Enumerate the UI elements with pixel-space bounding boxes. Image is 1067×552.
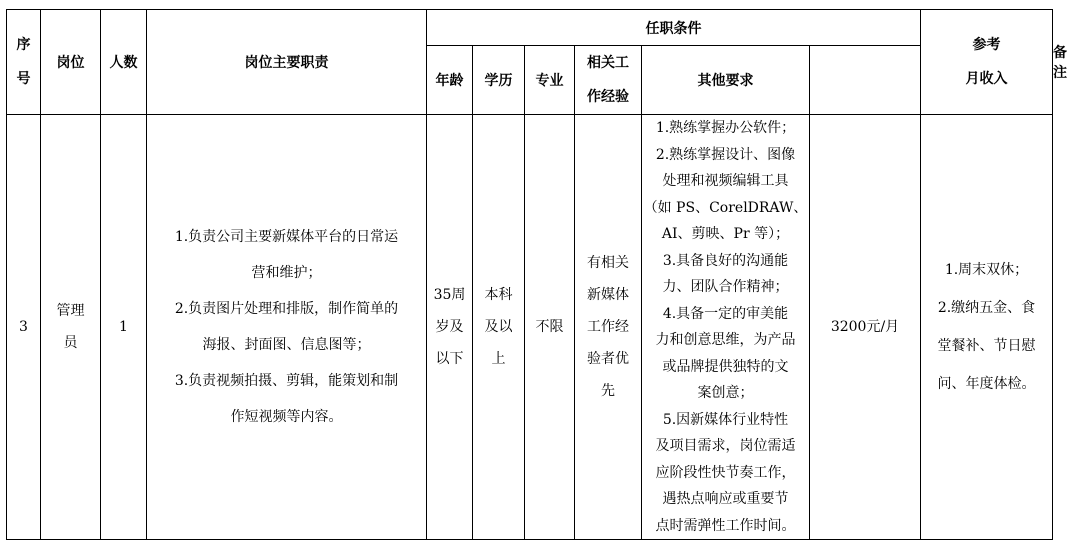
header-count: 人数 [101,10,147,115]
cell-count: 1 [101,115,147,540]
header-age: 年龄 [427,46,473,115]
cell-age: 35周 岁及 以下 [427,115,473,540]
header-duties: 岗位主要职责 [147,10,427,115]
header-income: 参考 月收入 [921,10,1053,115]
cell-other-requirements: 1.熟练掌握办公软件； 2.熟练掌握设计、图像 处理和视频编辑工具 （如 PS、CorelDRAW、 AI、剪映、Pr 等）； 3.具备良好的沟通能 力、团队合作精神； 4.具备一定的审美能 力和创意思维，为产品 或品牌提供独特的文 案创意； 5.因新媒体行业特性 及项目需求，岗位需适 应阶段性快节奏工作， 遇热点响应或重要节 点时需弹性工作时间。 [642,115,810,540]
header-requirements: 任职条件 [427,10,921,46]
header-position: 岗位 [41,10,101,115]
header-experience: 相关工 作经验 [575,46,642,115]
header-seq: 序 号 [7,10,41,115]
cell-education: 本科 及以 上 [473,115,525,540]
cell-position: 管理 员 [41,115,101,540]
cell-duties: 1.负责公司主要新媒体平台的日常运 营和维护； 2.负责图片处理和排版，制作简单的 海报、封面图、信息图等； 3.负责视频拍摄、剪辑，能策划和制 作短视频等内容。 [147,115,427,540]
cell-remarks: 1.周末双休； 2.缴纳五金、食 堂餐补、节日慰 问、年度体检。 [921,115,1053,540]
cell-income: 3200元/月 [810,115,921,540]
header-education: 学历 [473,46,525,115]
cell-experience: 有相关 新媒体 工作经 验者优 先 [575,115,642,540]
table-row [7,115,1053,540]
job-table [6,9,1067,540]
cell-seq: 3 [7,115,41,540]
header-other: 其他要求 [642,46,810,115]
header-row-top: 序 号 岗位 人数 岗位主要职责 任职条件 参考 月收入 备注 [7,10,1053,46]
header-major: 专业 [525,46,575,115]
cell-major: 不限 [525,115,575,540]
